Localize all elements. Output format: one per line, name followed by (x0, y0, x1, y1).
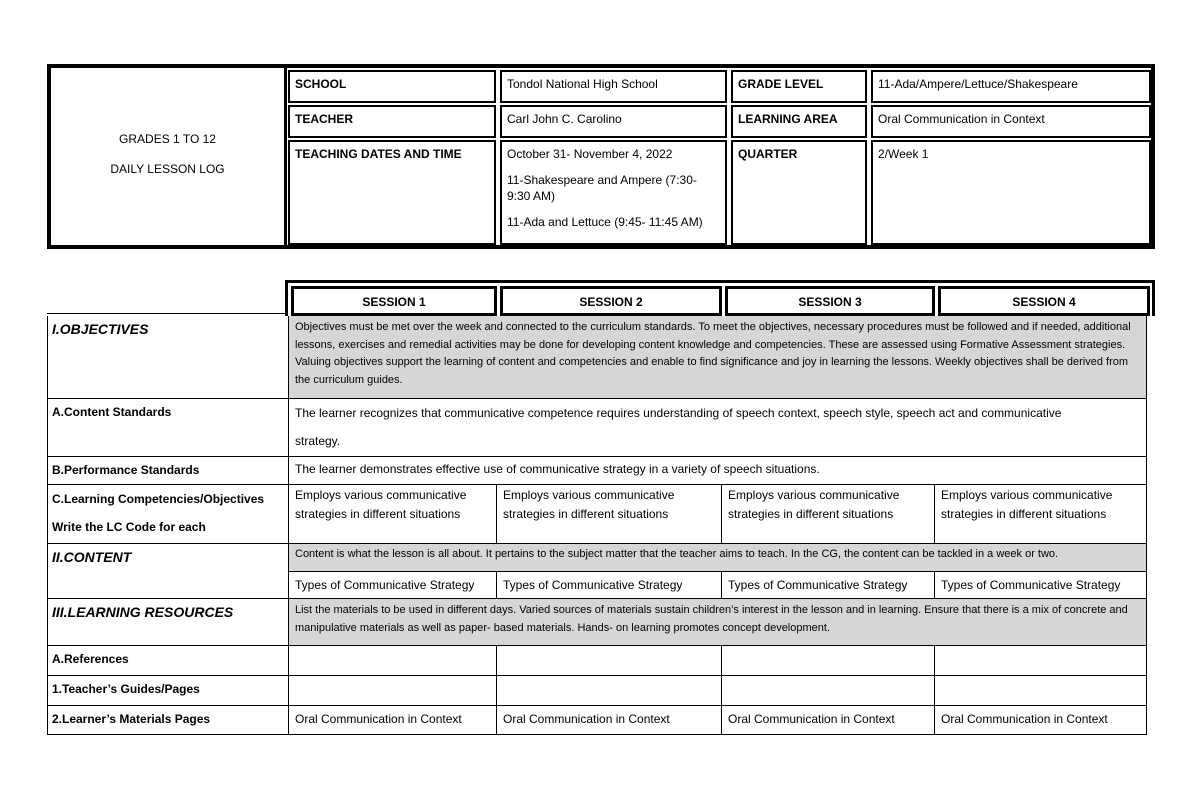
competencies-label-line-1: C.Learning Competencies/Objectives (52, 492, 265, 506)
content-session-3: Types of Communicative Strategy (728, 578, 908, 592)
objectives-text: Objectives must be met over the week and connected to the curriculum standards. To meet the objectives, necessary procedures must be followed and if needed, additional lessons, exercises and remedial activities may be done for developing content knowledge and competencies. These are assessed using Formative Assessment strategies. Valuing objectives support the learning of content and competencies and enable to find significance and joy in learning the lessons. Weekly objectives shall be derived from the curriculum guides. (289, 316, 1146, 398)
session-1-header: SESSION 1 (291, 286, 497, 316)
quarter-value: 2/Week 1 (871, 140, 1151, 245)
teaching-dates-label: TEACHING DATES AND TIME (288, 140, 496, 245)
session-2-header: SESSION 2 (500, 286, 722, 316)
objectives-label: I.OBJECTIVES (52, 321, 149, 337)
learning-area-value: Oral Communication in Context (871, 105, 1151, 138)
teachers-guides-label: 1.Teacher’s Guides/Pages (52, 682, 200, 696)
column-divider (721, 485, 722, 543)
dates-line-3: 9:30 AM) (507, 189, 556, 203)
column-divider (934, 485, 935, 543)
competency-session-1: Employs various communicative strategies in different situations (295, 488, 467, 521)
column-divider (934, 572, 935, 598)
session-row-baseline (47, 313, 288, 314)
content-label: II.CONTENT (52, 549, 132, 565)
content-session-4: Types of Communicative Strategy (941, 578, 1121, 592)
content-standards-label: A.Content Standards (52, 405, 172, 419)
competencies-label-line-2: Write the LC Code for each (52, 520, 206, 534)
table-bottom-border (47, 734, 1147, 735)
content-standards-line-2: strategy. (295, 434, 341, 448)
teacher-label: TEACHER (288, 105, 496, 138)
quarter-label: QUARTER (731, 140, 867, 245)
session-header-row (285, 280, 1155, 316)
dates-line-1: October 31- November 4, 2022 (507, 147, 673, 161)
school-label: SCHOOL (288, 70, 496, 103)
resources-text: List the materials to be used in different days. Varied sources of materials sustain children’s interest in the lesson and in learning. Ensure that there is a mix of concrete and manipulative materials as well as paper- based materials. Hands- on learning promotes concept development. (289, 599, 1146, 645)
grade-level-value: 11-Ada/Ampere/Lettuce/Shakespeare (871, 70, 1151, 103)
session-4-header: SESSION 4 (938, 286, 1150, 316)
column-divider (721, 646, 722, 735)
dates-line-4: 11-Ada and Lettuce (9:45- 11:45 AM) (507, 215, 703, 229)
competencies-label (47, 485, 288, 543)
references-label: A.References (52, 652, 129, 666)
learners-materials-session-2: Oral Communication in Context (503, 712, 670, 726)
competency-session-3: Employs various communicative strategies in different situations (728, 488, 900, 521)
performance-standards-label: B.Performance Standards (52, 463, 200, 477)
content-standards-text (289, 399, 1146, 456)
header-table (47, 64, 1155, 249)
teacher-value: Carl John C. Carolino (500, 105, 727, 138)
column-divider (496, 646, 497, 735)
title-line-1: GRADES 1 TO 12 (119, 132, 216, 146)
competency-session-2: Employs various communicative strategies in different situations (503, 488, 675, 521)
column-divider (721, 572, 722, 598)
content-standards-line-1: The learner recognizes that communicative competence requires understanding of speech context, speech style, speech act and communicative (295, 406, 1062, 420)
learners-materials-session-3: Oral Communication in Context (728, 712, 895, 726)
column-divider (496, 572, 497, 598)
school-value: Tondol National High School (500, 70, 727, 103)
learning-area-label: LEARNING AREA (731, 105, 867, 138)
competency-session-4: Employs various communicative strategies in different situations (941, 488, 1113, 521)
session-3-header: SESSION 3 (725, 286, 935, 316)
content-text: Content is what the lesson is all about. It pertains to the subject matter that the teacher aims to teach. In the CG, the content can be tackled in a week or two. (289, 544, 1146, 571)
title-line-2: DAILY LESSON LOG (110, 162, 225, 176)
divider (284, 68, 287, 245)
performance-standards-text: The learner demonstrates effective use of communicative strategy in a variety of speech situations. (295, 462, 820, 476)
dates-line-2: 11-Shakespeare and Ampere (7:30- (507, 173, 697, 187)
column-divider (496, 485, 497, 543)
learners-materials-session-1: Oral Communication in Context (295, 712, 462, 726)
learners-materials-session-4: Oral Communication in Context (941, 712, 1108, 726)
table-right-border (1146, 316, 1147, 735)
content-session-1: Types of Communicative Strategy (295, 578, 475, 592)
learners-materials-label: 2.Learner’s Materials Pages (52, 712, 211, 726)
grade-level-label: GRADE LEVEL (731, 70, 867, 103)
log-title (51, 68, 284, 245)
teaching-dates-value (500, 140, 727, 245)
lesson-table (47, 316, 1147, 735)
content-session-2: Types of Communicative Strategy (503, 578, 683, 592)
column-divider (934, 646, 935, 735)
resources-label: III.LEARNING RESOURCES (52, 604, 234, 620)
